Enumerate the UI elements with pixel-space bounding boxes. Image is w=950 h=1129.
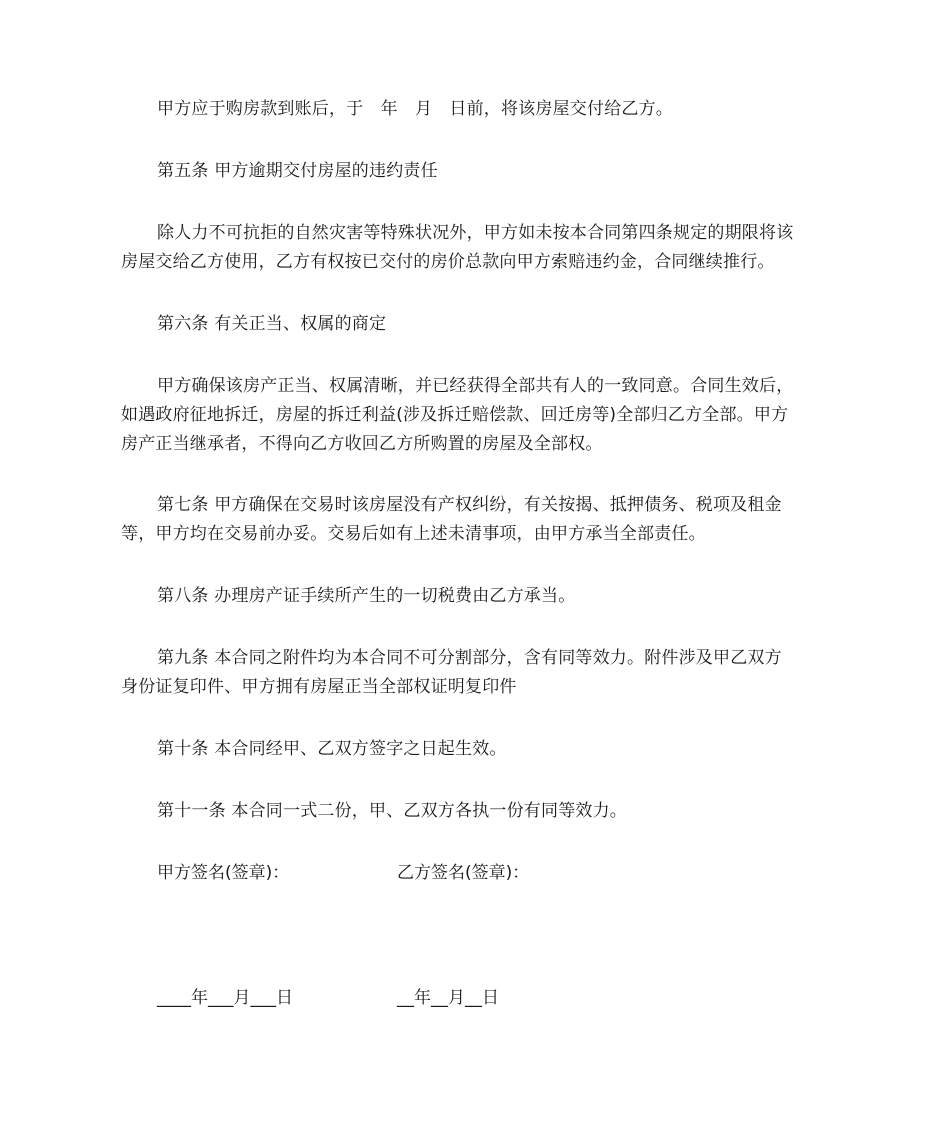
article-5-body xyxy=(121,219,833,277)
party-b-date: __年__月__日 xyxy=(397,988,499,1008)
article-5-line-2: 房屋交给乙方使用，乙方有权按已交付的房价总款向甲方索赔违约金，合同继续推行。 xyxy=(121,252,775,272)
article-10-text: 第十条 本合同经甲、乙双方签字之日起生效。 xyxy=(157,739,507,759)
party-b-signature-label: 乙方签名(签章)： xyxy=(397,863,530,883)
article-11 xyxy=(121,797,833,826)
article-11-text: 第十一条 本合同一式二份，甲、乙双方各执一份有同等效力。 xyxy=(157,801,628,821)
article-7-line-1: 第七条 甲方确保在交易时该房屋没有产权纠纷，有关按揭、抵押债务、税项及租金 xyxy=(157,495,782,515)
article-6-line-2: 如遇政府征地拆迁，房屋的拆迁利益(涉及拆迁赔偿款、回迁房等)全部归乙方全部。甲方 xyxy=(121,405,789,425)
article-6-line-1: 甲方确保该房产正当、权属清晰，并已经获得全部共有人的一致同意。合同生效后， xyxy=(157,376,794,396)
article-10 xyxy=(121,735,833,764)
party-a-date: ____年___月___日 xyxy=(157,988,293,1008)
delivery-clause-text: 甲方应于购房款到账后，于 年 月 日前，将该房屋交付给乙方。 xyxy=(157,99,673,119)
article-6-line-3: 房产正当继承者，不得向乙方收回乙方所购置的房屋及全部权。 xyxy=(121,434,603,454)
article-6-title-text: 第六条 有关正当、权属的商定 xyxy=(157,314,387,334)
article-5-title-text: 第五条 甲方逾期交付房屋的违约责任 xyxy=(157,161,438,181)
delivery-clause xyxy=(121,95,833,124)
article-9-line-2: 身份证复印件、甲方拥有房屋正当全部权证明复印件 xyxy=(121,677,517,697)
article-5-title xyxy=(121,157,833,186)
article-7 xyxy=(121,491,833,549)
article-6-body xyxy=(121,372,833,459)
article-7-line-2: 等，甲方均在交易前办妥。交易后如有上述未清事项，由甲方承当全部责任。 xyxy=(121,524,706,544)
article-6-title xyxy=(121,310,833,339)
article-9-line-1: 第九条 本合同之附件均为本合同不可分割部分，含有同等效力。附件涉及甲乙双方 xyxy=(157,648,782,668)
article-8-text: 第八条 办理房产证手续所产生的一切税费由乙方承当。 xyxy=(157,586,576,606)
article-8 xyxy=(121,582,833,611)
article-5-line-1: 除人力不可抗拒的自然灾害等特殊状况外，甲方如未按本合同第四条规定的期限将该 xyxy=(157,223,794,243)
article-9 xyxy=(121,644,833,702)
party-a-signature-label: 甲方签名(签章)： xyxy=(157,863,290,883)
